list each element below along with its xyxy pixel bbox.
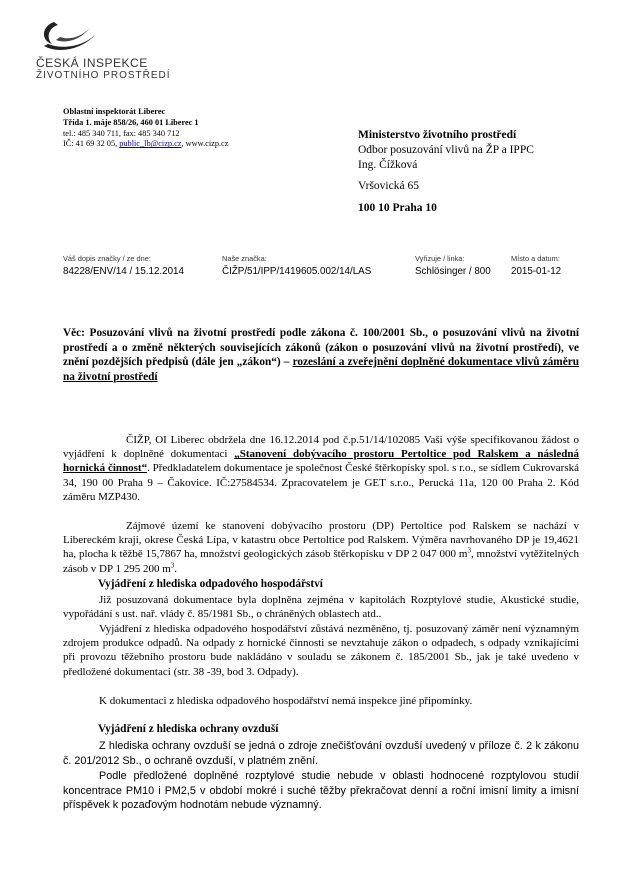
logo-swoosh-icon [36,20,106,54]
logo [30,20,220,90]
recipient-org: Ministerstvo životního prostředí [358,129,517,141]
sender-name: Oblastní inspektorát Liberec [63,107,166,116]
recipient-block [358,128,534,216]
logo-subtitle: ŽIVOTNÍHO PROSTŘEDÍ [36,70,171,81]
air-paragraph-2: Podle předložené doplněné rozptylové studie nebude v oblasti hodnocené rozptylovou studií koncentrace PM10 i PM2,5 v období mokré i suché těžby překračovat denní a roční imisní limity a imisní příspěvek k pozaďovým hodnotám nebude významný. [63,770,579,812]
superscript: 3 [467,546,471,555]
waste-paragraph-2: Vyjádření z hlediska odpadového hospodářství zůstává nezměněno, tj. posuzovaný záměr není významným zdrojem produkce odpadů. Na odpady z hornické činnosti se nevztahuje zákon o odpadech, s odpady vznikajícími při provozu těžebního prostoru bude nakládáno v souladu se zákonem č. 185/2001 Sb., jak je také uvedeno v předložené dokumentaci (str. 38 -39, bod 3. Odpady). [63,623,579,678]
recipient-street: Vršovická 65 [358,180,419,193]
recipient-city: 100 10 Praha 10 [358,202,437,215]
handler-label: Vyřizuje / linka: [415,254,465,263]
our-ref-label: Naše značka: [222,254,267,263]
waste-paragraph-3: K dokumentaci z hlediska odpadového hospodářství nemá inspekce jiné připomínky. [99,695,473,707]
intro-p1-text-2: . Předkladatelem dokumentace je společnost České štěrkopísky spol. s r.o., se sídlem Cukrovarská 34, 190 00 Praha 9 – Čakovice. IČ:27584534. Zpracovatelem je GET s.r.o., Perucká 11a, 120 00 Praha 2. Kód záměru MZP430. [63,462,580,503]
logo-title: ČESKÁ INSPEKCE [36,56,148,70]
recipient-dept: Odbor posuzování vlivů na ŽP a IPPC [358,143,534,156]
waste-paragraph-1: Již posuzovaná dokumentace byla doplněna zejména v kapitolách Rozptylové studie, Akustické studie, vypořádání s ust. nař. vlády č. 85/1981 Sb., o chráněných oblastech atd.. [63,594,579,621]
air-paragraph-1: Z hlediska ochrany ovzduší se jedná o zdroje znečišťování ovzduší uvedený v příloze č. 2 k zákonu č. 201/2012 Sb., o ochraně ovzduší, v platném znění. [63,740,579,767]
intro-p2-text-3: . [174,562,178,575]
superscript: 3 [170,560,175,569]
your-ref-label: Váš dopis značky / ze dne: [63,254,151,263]
handler-value: Schlösinger / 800 [415,266,491,277]
place-date-label: Místo a datum: [511,254,560,263]
sender-email-link[interactable]: public_lb@cizp.cz [119,139,182,149]
intro-p1-text: ČIŽP, OI Liberec obdržela dne 16.12.2014 pod č.p.51/14/102085 Vaši výše specifikovanou žádost o vyjádření k doplněné dokumentaci [63,434,579,461]
place-date-value: 2015-01-12 [511,266,562,277]
your-ref-value: 84228/ENV/14 / 15.12.2014 [63,266,184,277]
intro-paragraph-1 [63,433,579,504]
intro-paragraph-2 [63,519,579,576]
intro-p2-text-2: , množství vytěžitelných zásob v DP 1 295 200 m [63,548,579,575]
sender-phone: tel.: 485 340 711, fax: 485 340 712 [63,128,180,138]
sender-web: , www.cizp.cz [181,139,229,149]
our-ref-value: ČIŽP/51/IPP/1419605.002/14/LAS [222,266,372,277]
project-title: „Stanovení dobývacího prostoru Pertoltice pod Ralskem a následná hornická činnost“ [63,448,579,475]
sender-ico: IČ: 41 69 32 05, [63,139,120,149]
subject-text: Věc: Posuzování vlivů na životní prostředí podle zákona č. 100/2001 Sb., o posuzování vlivů na životní prostředí a o změně některých souvisejících zákonů (zákon o posuzování vlivů na životní prostředí), ve znění pozdějších předpisů (dále jen „zákon“) – [63,327,579,369]
subject-underlined: rozeslání a zveřejnění doplněné dokumentace vlivů záměru na životní prostředí [63,356,580,383]
sender-address: Třída 1. máje 858/26, 460 01 Liberec 1 [63,117,199,127]
recipient-person: Ing. Čížková [358,158,418,171]
waste-heading: Vyjádření z hlediska odpadového hospodářství [98,578,323,590]
subject [63,326,579,384]
sender-contact [63,139,228,150]
air-heading: Vyjádření z hlediska ochrany ovzduší [98,723,279,735]
sender-block [63,107,228,150]
intro-p2-text: Zájmové území ke stanovení dobývacího prostoru (DP) Pertoltice pod Ralskem se nachází v Libereckém kraji, okrese Česká Lípa, v katastru obce Pertoltice pod Ralskem. Výměra navrhovaného DP je 19,4621 ha, plocha k těžbě 15,7867 ha, množství geologických zásob štěrkopísku v DP 2 047 000 m [63,520,579,561]
